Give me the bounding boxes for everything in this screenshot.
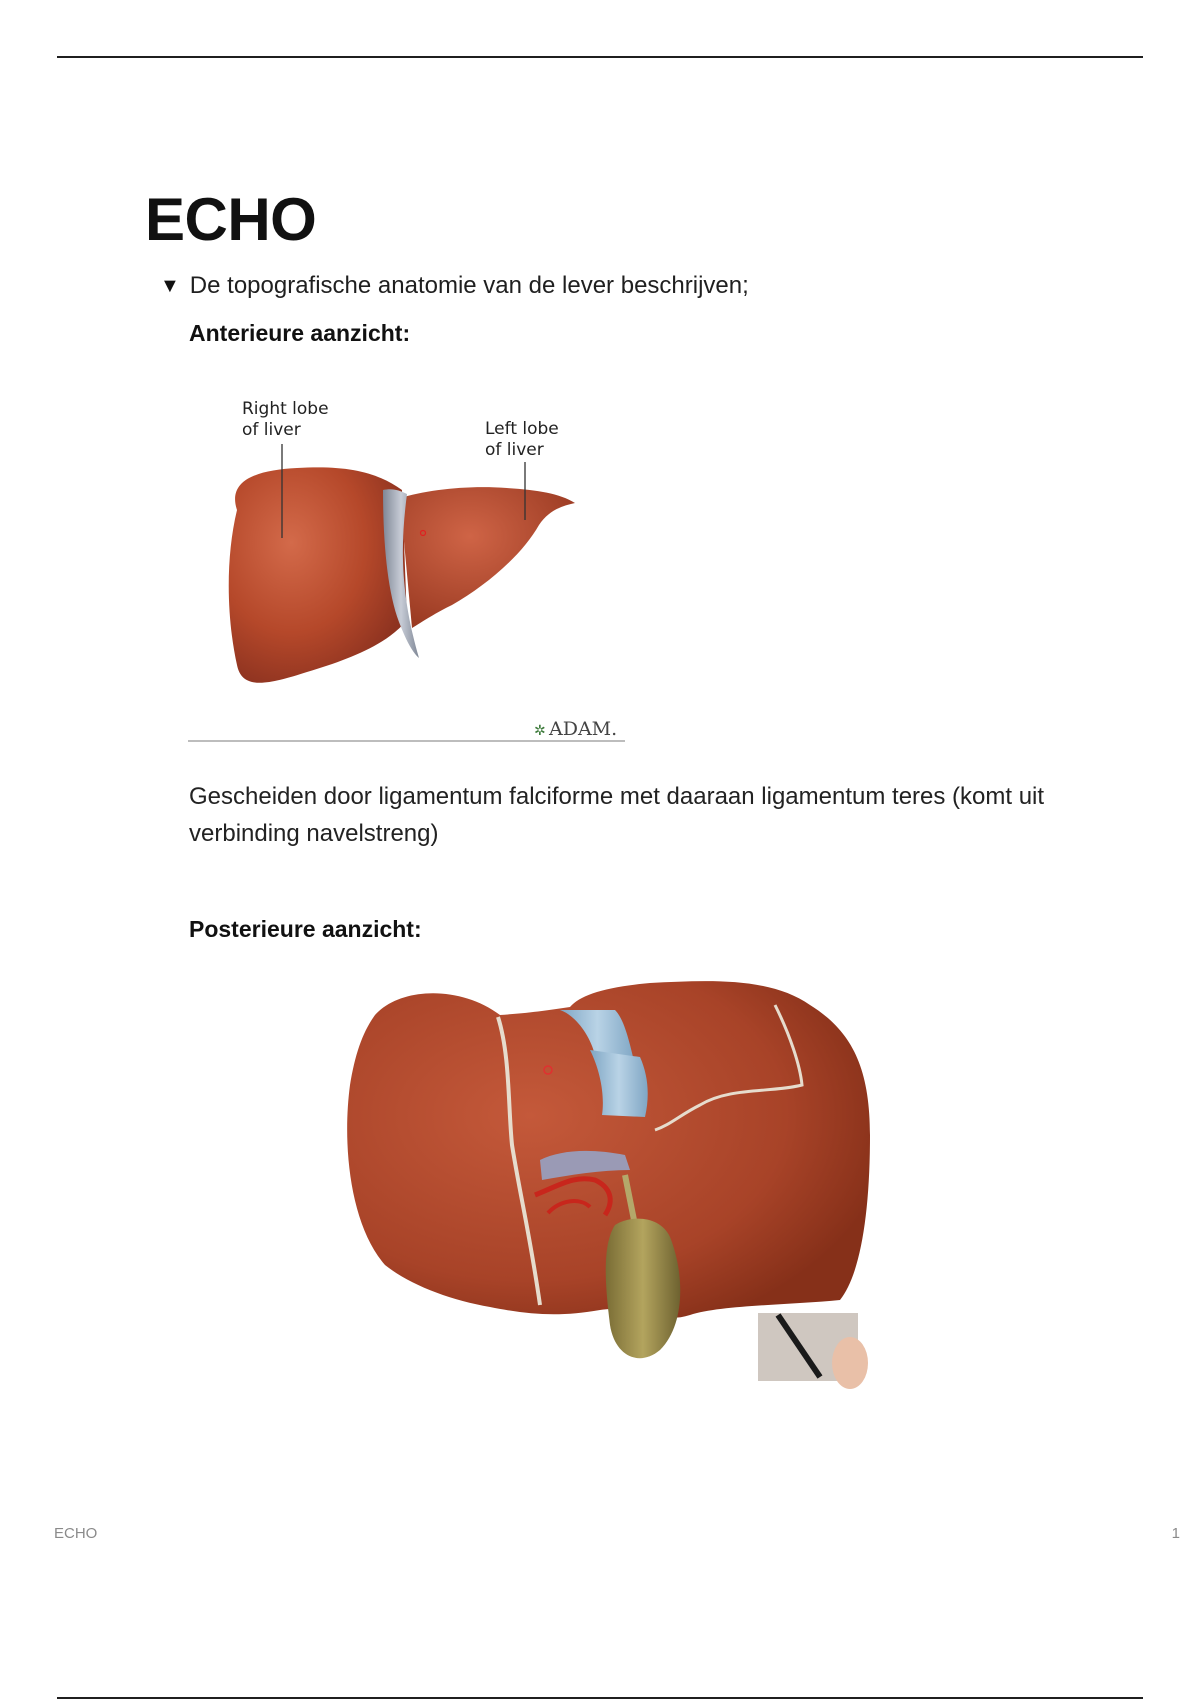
label-left-lobe-line2: of liver [485, 440, 544, 460]
footer-page-number: 1 [1171, 1525, 1180, 1542]
footer-doc-title: ECHO [54, 1525, 98, 1542]
image-baseline-divider [188, 740, 625, 742]
adam-star-icon: ✲ [534, 723, 546, 739]
toggle-triangle-icon[interactable]: ▼ [160, 274, 180, 297]
posterior-liver-image [230, 975, 1100, 1395]
label-left-lobe-line1: Left lobe [485, 419, 559, 439]
adam-logo: ADAM. [549, 718, 618, 740]
top-rule [57, 56, 1143, 58]
toggle-title: De topografische anatomie van de lever beschrijven; [189, 272, 749, 299]
toggle-block[interactable] [160, 272, 749, 300]
posterior-heading: Posterieure aanzicht: [189, 916, 422, 942]
bottom-rule [57, 1697, 1143, 1699]
anterior-liver-image [187, 390, 627, 742]
label-right-lobe-line1: Right lobe [242, 399, 329, 419]
description-paragraph: Gescheiden door ligamentum falciforme met daaraan ligamentum teres (komt uit verbinding navelstreng) [189, 783, 1045, 847]
anterior-heading: Anterieure aanzicht: [189, 320, 411, 346]
page-title: ECHO [145, 186, 317, 254]
label-right-lobe-line2: of liver [242, 420, 301, 440]
